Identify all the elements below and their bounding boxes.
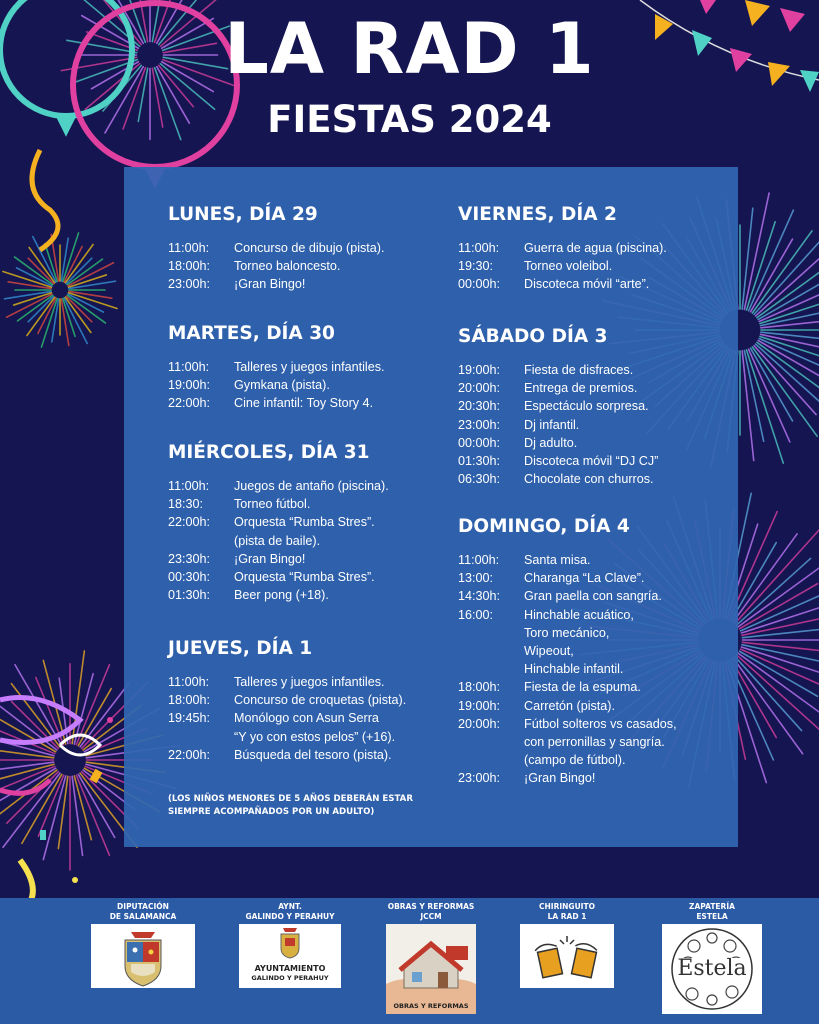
sponsor-name-line: LA RAD 1	[547, 912, 587, 921]
poster-title: LA RAD 1	[224, 8, 595, 90]
event-time: 18:30:	[168, 497, 204, 512]
event-row	[458, 452, 738, 470]
event-description: Discoteca móvil “DJ CJ”	[524, 454, 659, 469]
event-row	[168, 495, 458, 513]
event-description: Juegos de antaño (piscina).	[234, 479, 389, 493]
event-description: “Y yo con estos pelos” (+16).	[234, 729, 396, 744]
event-row	[458, 642, 738, 660]
event-time: 19:00h:	[458, 698, 501, 713]
day-block	[458, 325, 738, 488]
sponsor-name-line: JCCM	[420, 912, 442, 921]
event-description: Espectáculo sorpresa.	[524, 399, 649, 414]
event-time: 20:30h:	[458, 399, 501, 414]
event-description: Entrega de premios.	[524, 381, 638, 396]
event-row	[458, 587, 738, 605]
event-time: 23:30h:	[168, 551, 211, 566]
event-description: (campo de fútbol).	[524, 753, 626, 768]
event-row	[458, 569, 738, 587]
event-row	[458, 416, 738, 434]
event-time: 19:00h:	[168, 378, 211, 393]
day-heading: VIERNES, DÍA 2	[458, 204, 617, 225]
event-description: Concurso de croquetas (pista).	[234, 693, 407, 708]
day-block	[168, 637, 458, 764]
event-row	[168, 358, 458, 376]
event-time: 13:00:	[458, 571, 494, 586]
schedule-panel	[124, 167, 738, 847]
day-heading: JUEVES, DÍA 1	[168, 638, 313, 659]
event-time: 23:00h:	[458, 771, 501, 786]
day-heading: SÁBADO DÍA 3	[458, 326, 608, 347]
day-heading: LUNES, DÍA 29	[168, 204, 318, 225]
zapateria-logo	[662, 924, 762, 1014]
event-description: Chocolate con churros.	[524, 472, 654, 487]
event-description: Orquesta “Rumba Stres”.	[234, 515, 375, 530]
event-description: ¡Gran Bingo!	[234, 551, 306, 566]
event-description: Hinchable infantil.	[524, 662, 624, 677]
event-time: 23:00h:	[458, 417, 501, 432]
event-description: Carretón (pista).	[524, 698, 615, 713]
event-time: 22:00h:	[168, 396, 211, 411]
event-description: Torneo fútbol.	[234, 497, 311, 512]
event-row	[168, 728, 458, 746]
sponsor-ayuntamiento	[238, 902, 342, 988]
event-time: 22:00h:	[168, 515, 211, 530]
event-row	[168, 257, 458, 275]
event-description: Dj infantil.	[524, 417, 580, 432]
event-time: 11:00h:	[168, 479, 210, 493]
event-time	[168, 532, 234, 550]
day-block	[458, 515, 738, 788]
event-time: 01:30h:	[168, 588, 211, 603]
coat-of-arms-icon	[91, 924, 195, 988]
sponsor-chiringuito	[519, 902, 615, 988]
event-description: Fiesta de disfraces.	[524, 363, 634, 377]
sponsors-band	[0, 898, 819, 1024]
event-time: 19:30:	[458, 259, 494, 274]
event-description: (pista de baile).	[234, 533, 321, 548]
event-row	[168, 394, 458, 412]
event-row	[458, 434, 738, 452]
sponsor-name-line: AYNT.	[278, 902, 302, 911]
event-row	[458, 697, 738, 715]
event-time: 06:30h:	[458, 472, 501, 487]
event-row	[168, 550, 458, 568]
event-row	[168, 746, 458, 764]
age-note	[168, 793, 448, 819]
event-time: 16:00:	[458, 607, 494, 622]
event-description: Fútbol solteros vs casados,	[524, 716, 677, 731]
day-block	[458, 203, 738, 294]
event-row	[458, 751, 738, 769]
event-description: Wipeout,	[524, 644, 574, 659]
sponsor-obras-reformas	[380, 902, 482, 1014]
event-description: Discoteca móvil “arte”.	[524, 277, 650, 292]
sponsor-diputacion	[88, 902, 198, 988]
event-description: ¡Gran Bingo!	[234, 277, 306, 292]
event-row	[458, 606, 738, 624]
event-row	[168, 477, 458, 495]
event-time: 18:00h:	[168, 693, 211, 708]
event-time	[458, 624, 524, 642]
day-heading: MARTES, DÍA 30	[168, 323, 335, 344]
event-row	[458, 678, 738, 696]
day-block	[168, 203, 458, 294]
event-description: Concurso de dibujo (pista).	[234, 241, 385, 255]
zapateria-logo-text: Estela	[677, 956, 747, 981]
event-row	[458, 361, 738, 379]
event-description: Torneo baloncesto.	[234, 259, 341, 274]
event-time: 18:00h:	[168, 259, 211, 274]
event-description: Santa misa.	[524, 553, 591, 567]
event-row	[168, 275, 458, 293]
sponsor-name-line: ZAPATERÍA	[689, 902, 735, 911]
event-row	[458, 239, 738, 257]
event-time: 11:00h:	[458, 553, 500, 567]
house-in-hands-icon	[386, 924, 476, 1014]
age-note-line: (LOS NIÑOS MENORES DE 5 AÑOS DEBERÁN ESTAR	[168, 794, 413, 804]
event-time: 19:00h:	[458, 363, 501, 377]
event-row	[168, 568, 458, 586]
event-row	[458, 379, 738, 397]
event-description: Gran paella con sangría.	[524, 589, 662, 604]
ayuntamiento-logo-text: AYUNTAMIENTO	[254, 964, 326, 973]
event-row	[458, 551, 738, 569]
event-row	[458, 470, 738, 488]
event-time: 23:00h:	[168, 277, 211, 292]
event-description: Toro mecánico,	[524, 625, 610, 640]
beer-mugs-icon	[520, 924, 614, 988]
event-row	[458, 769, 738, 787]
event-time	[458, 660, 524, 678]
event-row	[168, 239, 458, 257]
event-row	[458, 733, 738, 751]
sponsor-name-line: ESTELA	[696, 912, 728, 921]
event-time: 22:00h:	[168, 747, 211, 762]
event-description: Dj adulto.	[524, 435, 578, 450]
event-description: Torneo voleibol.	[524, 259, 613, 274]
event-description: Monólogo con Asun Serra	[234, 711, 379, 726]
day-heading: MIÉRCOLES, DÍA 31	[168, 442, 370, 463]
event-time	[458, 751, 524, 769]
obras-reformas-logo	[386, 924, 476, 1014]
sponsor-name-line: OBRAS Y REFORMAS	[387, 902, 475, 911]
obras-reformas-logo-text: OBRAS Y REFORMAS	[393, 1002, 469, 1010]
event-description: Beer pong (+18).	[234, 588, 329, 603]
event-time: 00:00h:	[458, 277, 501, 292]
event-description: Charanga “La Clave”.	[524, 571, 645, 586]
event-row	[458, 275, 738, 293]
event-description: ¡Gran Bingo!	[524, 771, 596, 786]
event-time: 11:00h:	[168, 360, 210, 374]
event-time: 01:30h:	[458, 454, 501, 469]
event-description: Talleres y juegos infantiles.	[234, 675, 385, 689]
event-description: Cine infantil: Toy Story 4.	[234, 396, 374, 411]
event-time: 11:00h:	[458, 241, 500, 255]
event-row	[458, 715, 738, 733]
event-row	[458, 624, 738, 642]
day-heading: DOMINGO, DÍA 4	[458, 516, 630, 537]
event-time: 20:00h:	[458, 381, 501, 396]
sponsor-name-line: DE SALAMANCA	[109, 912, 177, 921]
event-time: 14:30h:	[458, 589, 501, 604]
event-row	[168, 532, 458, 550]
sponsor-name-line: DIPUTACIÓN	[117, 902, 169, 911]
event-time: 20:00h:	[458, 716, 501, 731]
event-row	[168, 513, 458, 531]
sponsor-name-line: GALINDO Y PERAHUY	[245, 912, 335, 921]
event-row	[168, 709, 458, 727]
ayuntamiento-logo	[239, 924, 341, 988]
event-time	[458, 642, 524, 660]
poster-subtitle: FIESTAS 2024	[267, 98, 552, 141]
event-description: con perronillas y sangría.	[524, 735, 665, 750]
event-description: Búsqueda del tesoro (pista).	[234, 747, 392, 762]
event-description: Orquesta “Rumba Stres”.	[234, 570, 375, 585]
event-time	[458, 733, 524, 751]
day-block	[168, 441, 458, 604]
event-row	[168, 586, 458, 604]
event-time	[168, 728, 234, 746]
event-description: Fiesta de la espuma.	[524, 680, 641, 695]
event-description: Gymkana (pista).	[234, 378, 330, 393]
event-description: Talleres y juegos infantiles.	[234, 360, 385, 374]
event-row	[168, 691, 458, 709]
day-block	[168, 322, 458, 413]
chiringuito-logo	[520, 924, 614, 988]
sponsor-zapateria	[660, 902, 764, 1014]
event-row	[168, 376, 458, 394]
streamer-icon	[32, 150, 58, 250]
event-row	[458, 397, 738, 415]
event-description: Hinchable acuático,	[524, 607, 634, 622]
age-note-line: SIEMPRE ACOMPAÑADOS POR UN ADULTO)	[168, 807, 375, 817]
event-time: 18:00h:	[458, 680, 501, 695]
event-row	[168, 673, 458, 691]
event-time: 00:00h:	[458, 435, 501, 450]
event-time: 11:00h:	[168, 675, 210, 689]
event-time: 11:00h:	[168, 241, 210, 255]
event-description: Guerra de agua (piscina).	[524, 241, 667, 255]
ayuntamiento-logo-text: GALINDO Y PERAHUY	[251, 974, 329, 982]
event-time: 19:45h:	[168, 711, 211, 726]
event-row	[458, 660, 738, 678]
diputacion-logo	[91, 924, 195, 988]
event-time: 00:30h:	[168, 570, 211, 585]
sponsor-name-line: CHIRINGUITO	[539, 902, 595, 911]
event-row	[458, 257, 738, 275]
